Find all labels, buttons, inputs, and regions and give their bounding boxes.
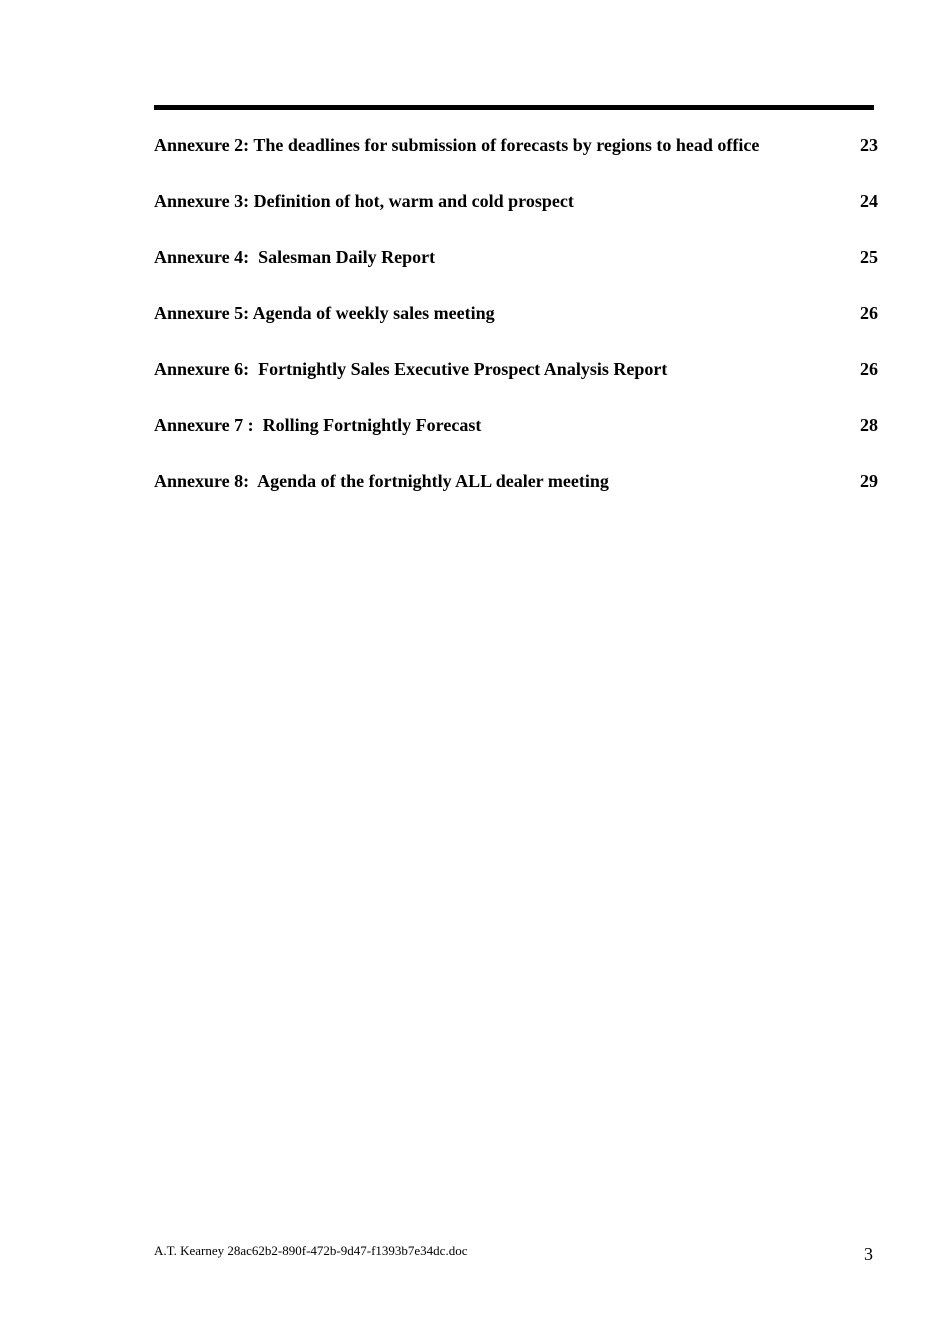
- toc-entry-page: 29: [860, 471, 878, 491]
- footer-page-number: 3: [864, 1244, 873, 1264]
- toc-entry-annexure-8[interactable]: [154, 468, 878, 524]
- toc-entry-title: Annexure 4: Salesman Daily Report: [154, 247, 436, 267]
- toc-entry-page: 24: [860, 191, 878, 211]
- toc-entry-title: Annexure 7 : Rolling Fortnightly Forecast: [154, 415, 482, 435]
- toc-entry-annexure-7[interactable]: [154, 412, 878, 468]
- toc-entry-page: 26: [860, 303, 878, 323]
- toc-entry-page: 26: [860, 359, 878, 379]
- toc-entry-annexure-5[interactable]: [154, 300, 878, 356]
- toc-entry-annexure-2[interactable]: [154, 132, 878, 188]
- toc-entry-title: Annexure 6: Fortnightly Sales Executive Prospect Analysis Report: [154, 359, 668, 379]
- table-of-contents: [154, 132, 878, 524]
- toc-entry-page: 23: [860, 135, 878, 155]
- toc-entry-title: Annexure 8: Agenda of the fortnightly ALL dealer meeting: [154, 471, 609, 491]
- toc-entry-annexure-4[interactable]: [154, 244, 878, 300]
- toc-entry-title: Annexure 3: Definition of hot, warm and cold prospect: [154, 191, 574, 211]
- header-rule: [154, 105, 874, 110]
- toc-entry-page: 28: [860, 415, 878, 435]
- toc-entry-title: Annexure 2: The deadlines for submission of forecasts by regions to head office: [154, 135, 760, 155]
- toc-entry-annexure-3[interactable]: [154, 188, 878, 244]
- footer-document-label: A.T. Kearney 28ac62b2-890f-472b-9d47-f1393b7e34dc.doc: [154, 1243, 468, 1258]
- toc-entry-page: 25: [860, 247, 878, 267]
- toc-entry-annexure-6[interactable]: [154, 356, 878, 412]
- toc-entry-title: Annexure 5: Agenda of weekly sales meeting: [154, 303, 495, 323]
